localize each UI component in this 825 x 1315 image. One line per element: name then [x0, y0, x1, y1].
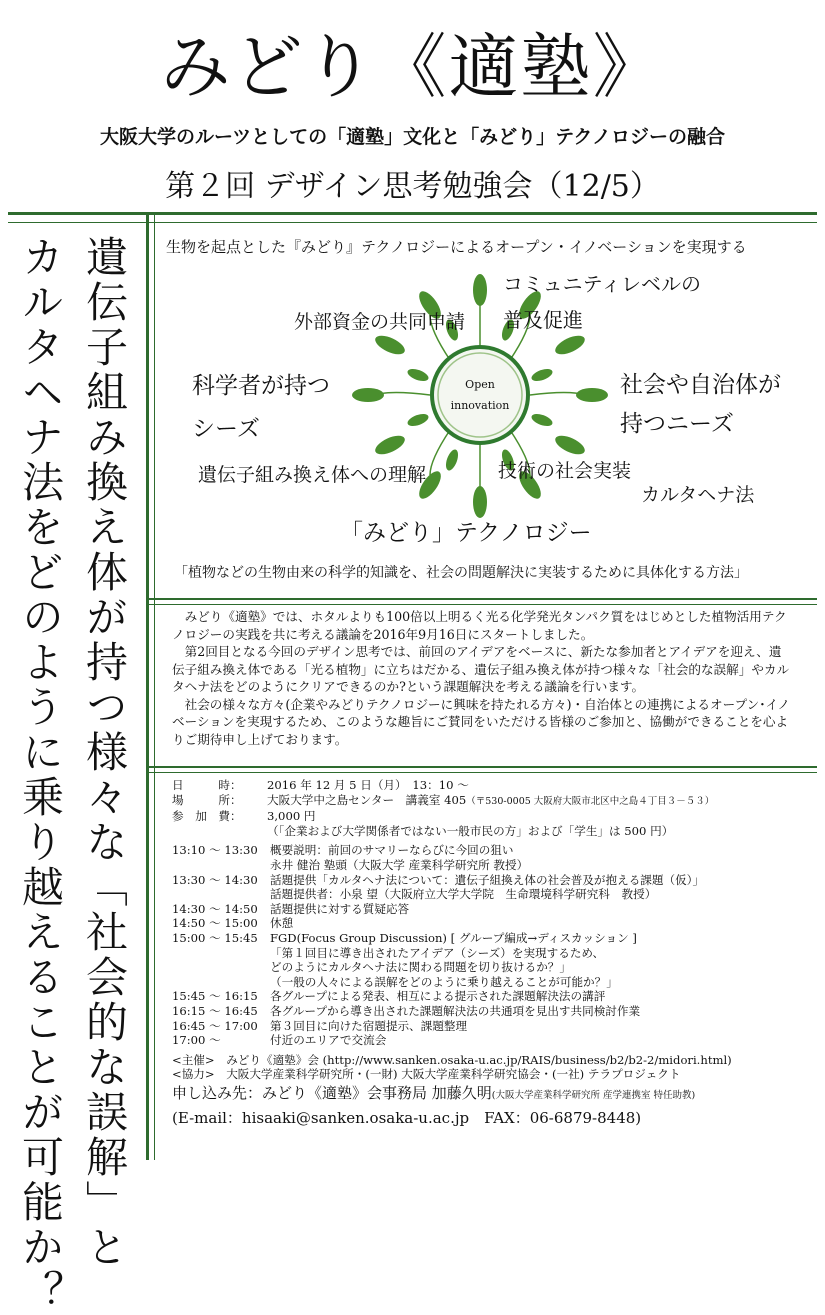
divider-top — [8, 212, 817, 215]
place-row — [172, 793, 802, 810]
schedule-time: 17:00 ～ — [172, 1033, 221, 1048]
definition-text: 「植物などの生物由来の科学的知識を、社会の問題解決に実装するために具体化する方法」 — [174, 565, 748, 581]
place-label: 場 所： — [172, 792, 242, 807]
page-subtitle: 大阪大学のルーツとしての「適塾」文化と「みどり」テクノロジーの融合 — [99, 126, 726, 148]
event-title: 第２回 デザイン思考勉強会（12/5） — [165, 169, 660, 204]
schedule-row — [172, 946, 802, 961]
schedule-time — [172, 975, 270, 990]
apply-line — [172, 1082, 802, 1107]
schedule-time: 15:45 ～ 16:15 — [172, 989, 258, 1004]
tag-community-1: コミュニティレベルの — [503, 272, 701, 296]
date-value: 2016 年 12 月 5 日（月） 13：10 ～ — [267, 778, 469, 792]
tag-needs-2: 持つニーズ — [620, 411, 734, 437]
date-row — [172, 778, 802, 793]
schedule-text: （一般の人々による誤解をどのように乗り越えることが可能か？」 — [270, 974, 618, 989]
divider-details-2 — [146, 772, 817, 773]
vertical-text-line2: カルタヘナ法をどのように乗り越えることが可能か？ — [16, 235, 65, 1315]
schedule-time: 15:00 ～ 15:45 — [172, 930, 258, 945]
tag-needs-1: 社会や自治体が — [620, 372, 781, 398]
schedule-text: 概要説明：前回のサマリーならびに今回の狙い — [270, 843, 514, 858]
tag-seeds-1: 科学者が持つ — [192, 373, 330, 399]
schedule-text: 休憩 — [270, 916, 294, 931]
divider-mid-2 — [146, 604, 817, 605]
schedule-time — [172, 960, 270, 975]
place-value: 大阪大学中之島センター 講義室 405 — [267, 792, 467, 807]
cooperation-line: <協力> 大阪大学産業科学研究所・(一財) 大阪大学産業科学研究協会・(一社) テラプロジェクト — [172, 1067, 681, 1082]
tag-seeds-2: シーズ — [192, 416, 260, 442]
center-label-open: Open — [465, 378, 495, 391]
divider-mid — [146, 598, 817, 600]
intro-paragraph-1: みどり《適塾》では、ホタルよりも100倍以上明るく光る化学発光タンパク質をはじめとした植物活用テクノロジーの実践を共に考える議論を2016年9月16日にスタートしました。 — [172, 609, 787, 642]
page-title: みどり《適塾》 — [160, 26, 665, 108]
schedule-time — [172, 887, 270, 902]
schedule-row — [172, 975, 802, 990]
fee-note: （「企業および大学関係者ではない一般市民の方」および「学生」は 500 円） — [267, 823, 674, 838]
schedule-text: 話題提供者：小泉 望（大阪府立大学大学院 生命環境科学研究科 教授） — [270, 887, 657, 902]
host-line: <主催> みどり《適塾》会 (http://www.sanken.osaka-u.ac.jp/RAIS/business/b2/b2-2/midori.html) — [172, 1052, 732, 1067]
schedule-row — [172, 1019, 802, 1034]
vertical-text-line1: 遺伝子組み換え体が持つ様々な「社会的な誤解」と — [80, 235, 129, 1270]
frame-left-2 — [154, 212, 155, 1160]
schedule-time: 16:45 ～ 17:00 — [172, 1018, 258, 1033]
tag-community-2: 普及促進 — [503, 308, 583, 332]
schedule-time: 13:30 ～ 14:30 — [172, 872, 258, 887]
apply-text: 申し込み先：みどり《適塾》会事務局 加藤久明 — [172, 1083, 492, 1102]
divider-details — [146, 766, 817, 768]
schedule-row — [172, 1004, 802, 1019]
schedule-text: 各グループによる発表、相互による提示された課題解決法の講評 — [270, 989, 606, 1004]
schedule-row — [172, 931, 802, 946]
fee-row — [172, 809, 802, 824]
schedule-text: 話題提供「カルタヘナ法について：遺伝子組換え体の社会普及が抱える課題（仮）」 — [270, 872, 705, 887]
tag-understanding: 遺伝子組み換え体への理解 — [198, 464, 427, 486]
schedule-text: 話題提供に対する質疑応答 — [270, 901, 410, 916]
details-section — [172, 778, 802, 1129]
place-address: （〒530-0005 大阪府大阪市北区中之島４丁目３－５３） — [466, 795, 715, 807]
schedule-text: 永井 健治 塾頭（大阪大学 産業科学研究所 教授） — [270, 857, 529, 872]
center-label-innovation: innovation — [450, 399, 510, 412]
schedule-row — [172, 960, 802, 975]
schedule-row — [172, 843, 802, 858]
tag-implementation: 技術の社会実装 — [498, 460, 632, 482]
schedule-row — [172, 902, 802, 917]
place-value-wrap — [267, 793, 802, 810]
schedule-row — [172, 858, 802, 873]
schedule-row — [172, 916, 802, 931]
divider-top-2 — [8, 222, 817, 223]
tag-cartagena: カルタヘナ法 — [641, 484, 755, 506]
tag-funding: 外部資金の共同申請 — [294, 311, 466, 333]
fee-value: 3,000 円 — [267, 809, 316, 824]
schedule-text: 各グループから導き出された課題解決法の共通項を見出す共同検討作業 — [270, 1003, 641, 1018]
schedule-time — [172, 946, 270, 961]
schedule-row — [172, 989, 802, 1004]
schedule-row — [172, 887, 802, 902]
date-label: 日 時： — [172, 778, 242, 792]
schedule-text: FGD(Focus Group Discussion) [ グループ編成→ディスカッション ] — [270, 930, 637, 945]
contact-line[interactable]: (E-mail：hisaaki@sanken.osaka-u.ac.jp FAX：06-6879-8448) — [172, 1108, 642, 1127]
fee-label: 参 加 費： — [172, 809, 242, 824]
schedule-time: 14:30 ～ 14:50 — [172, 901, 258, 916]
diagram-headline: 生物を起点とした『みどり』テクノロジーによるオープン・イノベーションを実現する — [166, 238, 747, 256]
intro-section — [172, 608, 792, 748]
schedule-row — [172, 873, 802, 888]
intro-paragraph-3: 社会の様々な方々(企業やみどりテクノロジーに興味を持たれる方々)・自治体との連携によるオープン･イノベーションを実現するため、このような趣旨にご賛同をいただける皆様のご参加と、協働ができることを心よりご期待申し上げております。 — [172, 696, 790, 747]
schedule-text: 付近のエリアで交流会 — [270, 1033, 387, 1048]
frame-left-1 — [146, 212, 149, 1160]
schedule-time: 14:50 ～ 15:00 — [172, 916, 258, 931]
schedule-text: どのようにカルタヘナ法に関わる問題を切り抜けるか？」 — [270, 960, 571, 975]
schedule-text: 「第１回目に導き出されたアイデア（シーズ）を実現するため、 — [270, 945, 605, 960]
apply-note: (大阪大学産業科学研究所 産学連携室 特任助教) — [491, 1089, 696, 1101]
schedule-row — [172, 1033, 802, 1048]
schedule-time — [172, 858, 270, 873]
schedule-time: 16:15 ～ 16:45 — [172, 1003, 258, 1018]
schedule-text: 第３回目に向けた宿題提示、課題整理 — [270, 1018, 468, 1033]
intro-paragraph-2: 第2回目となる今回のデザイン思考では、前回のアイデアをベースに、新たな参加者とアイデアを迎え、遺伝子組み換え体である「光る植物」に立ちはだかる、遺伝子組み換え体が持つ様々な「社会的な誤解」やカルタヘナ法をどのようにクリアできるのか?という課題解決を考える議論を行います。 — [172, 644, 790, 694]
schedule-time: 13:10 ～ 13:30 — [172, 843, 258, 858]
tag-midori-technology: 「みどり」テクノロジー — [340, 520, 592, 546]
